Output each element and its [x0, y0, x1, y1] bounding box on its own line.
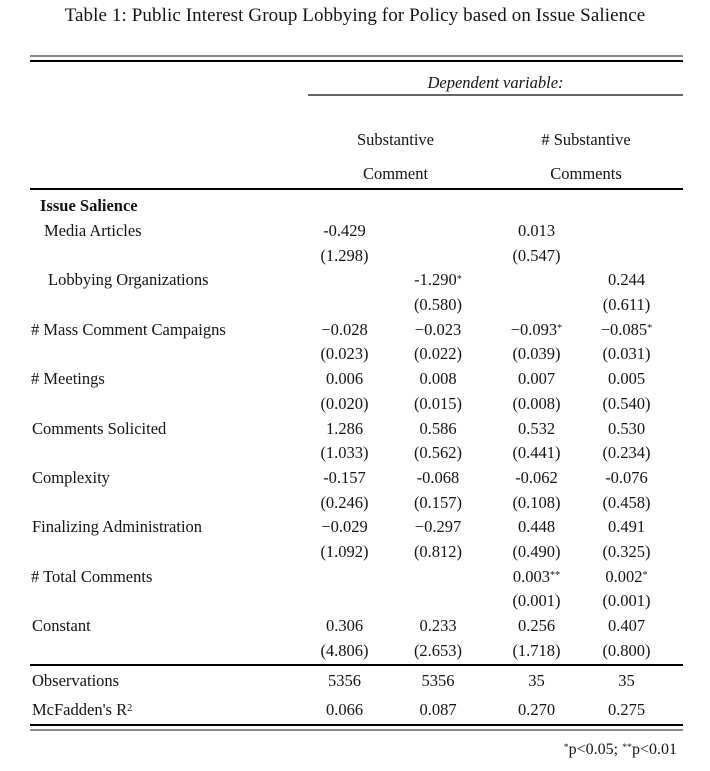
coefficient-value: -0.068: [416, 467, 460, 487]
column-group-line2: Comments: [550, 164, 622, 183]
table-row: [30, 515, 683, 540]
table-stats: [30, 666, 683, 724]
variable-label: Finalizing Administration: [32, 517, 203, 537]
variable-label: Complexity: [32, 467, 110, 487]
standard-error-value: (0.001): [602, 591, 651, 611]
coefficient-value: −0.297: [414, 517, 462, 537]
table-row: [30, 243, 683, 268]
table-row: [30, 342, 683, 367]
coefficient-value: 0.013: [517, 221, 556, 241]
table-row: [30, 317, 683, 342]
standard-error-value: (0.325): [602, 541, 651, 561]
coefficient-value: 0.233: [419, 616, 457, 636]
standard-error-value: (0.580): [413, 295, 463, 315]
standard-error-value: (0.020): [320, 393, 369, 413]
standard-error-value: (0.031): [602, 344, 651, 364]
coefficient-value: -0.429: [323, 221, 366, 241]
standard-error-value: (0.001): [512, 591, 561, 611]
coefficient-value: 0.003**: [512, 566, 561, 586]
variable-label: McFadden's $R^2$: [32, 699, 133, 719]
dependent-variable-rule: [308, 94, 683, 96]
variable-label: Issue Salience: [40, 196, 138, 216]
coefficient-value: -0.157: [323, 467, 366, 487]
coefficient-value: 0.256: [517, 616, 556, 636]
standard-error-value: (0.246): [320, 492, 369, 512]
standard-error-value: (0.562): [413, 443, 463, 463]
coefficient-value: 5356: [421, 670, 455, 690]
header-rule: [30, 188, 683, 190]
coefficient-value: 0.005: [607, 369, 646, 389]
coefficient-value: 35: [618, 670, 635, 690]
standard-error-value: (1.718): [512, 640, 561, 660]
stats-row: [30, 666, 683, 695]
bottom-double-rule-lower: [30, 729, 683, 731]
coefficient-value: −0.028: [321, 319, 368, 339]
variable-label: Comments Solicited: [32, 418, 167, 438]
table-row: [30, 441, 683, 466]
bottom-double-rule-upper: [30, 724, 683, 726]
standard-error-value: (0.008): [512, 393, 561, 413]
coefficient-value: 0.087: [419, 699, 457, 719]
coefficient-value: 0.002*: [605, 566, 648, 586]
column-headers: [30, 123, 683, 191]
table-row: [30, 490, 683, 515]
column-group-substantive-comment: [302, 123, 489, 191]
standard-error-value: (0.812): [413, 541, 463, 561]
significance-note: *p<0.05; **p<0.01: [563, 741, 677, 758]
table-row: [30, 466, 683, 491]
table-row: [30, 589, 683, 614]
table-row: [30, 540, 683, 565]
standard-error-value: (0.015): [413, 393, 463, 413]
table-row: [30, 367, 683, 392]
coefficient-value: 0.491: [607, 517, 646, 537]
table-row: [30, 638, 683, 663]
standard-error-value: (0.800): [602, 640, 651, 660]
standard-error-value: (0.611): [602, 295, 651, 315]
standard-error-value: (0.157): [413, 492, 463, 512]
coefficient-value: -0.062: [515, 467, 558, 487]
coefficient-value: −0.085*: [600, 319, 653, 339]
variable-label: Media Articles: [44, 221, 142, 241]
coefficient-value: 0.407: [607, 616, 646, 636]
standard-error-value: (0.023): [320, 344, 369, 364]
coefficient-value: 0.306: [325, 616, 364, 636]
standard-error-value: (0.490): [512, 541, 561, 561]
standard-error-value: (1.298): [320, 245, 369, 265]
standard-error-value: (2.653): [413, 640, 463, 660]
column-group-line2: Comment: [362, 164, 429, 183]
standard-error-value: (0.441): [512, 443, 561, 463]
top-double-rule-upper: [30, 55, 683, 57]
table-caption: Table 1: Public Interest Group Lobbying for Policy based on Issue Salience: [64, 5, 646, 26]
label-column-spacer: [30, 123, 302, 191]
table-row: [30, 219, 683, 244]
table-row: [30, 564, 683, 589]
stats-row: [30, 695, 683, 724]
coefficient-value: 0.532: [517, 418, 556, 438]
coefficient-value: 0.275: [607, 699, 646, 719]
coefficient-value: 35: [528, 670, 545, 690]
variable-label: Constant: [32, 616, 91, 636]
table-body: [30, 194, 683, 663]
coefficient-value: 0.586: [419, 418, 457, 438]
standard-error-value: (1.092): [320, 541, 369, 561]
standard-error-value: (4.806): [320, 640, 369, 660]
column-group-line1: # Substantive: [541, 130, 631, 149]
standard-error-value: (0.022): [413, 344, 463, 364]
table-row: [30, 614, 683, 639]
variable-label: Lobbying Organizations: [48, 270, 209, 290]
standard-error-value: (0.108): [512, 492, 561, 512]
table-row: [30, 194, 683, 219]
standard-error-value: (0.039): [512, 344, 561, 364]
variable-label: # Total Comments: [31, 566, 153, 586]
coefficient-value: 5356: [328, 670, 361, 690]
standard-error-value: (0.547): [512, 245, 561, 265]
table-row: [30, 293, 683, 318]
coefficient-value: 0.448: [517, 517, 556, 537]
dependent-variable-label: Dependent variable:: [427, 73, 564, 92]
column-group-substantive-comments: [489, 123, 683, 191]
coefficient-value: 0.006: [325, 369, 364, 389]
column-group-line1: Substantive: [357, 130, 434, 149]
coefficient-value: -0.076: [605, 467, 648, 487]
coefficient-value: -1.290*: [414, 270, 462, 290]
variable-label: # Meetings: [31, 369, 105, 389]
table-row: [30, 268, 683, 293]
coefficient-value: −0.093*: [510, 319, 563, 339]
table-row: [30, 416, 683, 441]
coefficient-value: 0.244: [607, 270, 646, 290]
coefficient-value: −0.029: [321, 517, 368, 537]
coefficient-value: 0.066: [325, 699, 364, 719]
coefficient-value: 1.286: [325, 418, 364, 438]
standard-error-value: (0.540): [602, 393, 651, 413]
variable-label: Observations: [32, 670, 120, 690]
coefficient-value: −0.023: [414, 319, 462, 339]
standard-error-value: (1.033): [320, 443, 369, 463]
standard-error-value: (0.234): [602, 443, 651, 463]
standard-error-value: (0.458): [602, 492, 651, 512]
coefficient-value: 0.530: [607, 418, 646, 438]
variable-label: # Mass Comment Campaigns: [31, 319, 226, 339]
coefficient-value: 0.007: [517, 369, 556, 389]
top-double-rule-lower: [30, 60, 683, 62]
table-row: [30, 392, 683, 417]
coefficient-value: 0.270: [517, 699, 556, 719]
coefficient-value: 0.008: [419, 369, 457, 389]
